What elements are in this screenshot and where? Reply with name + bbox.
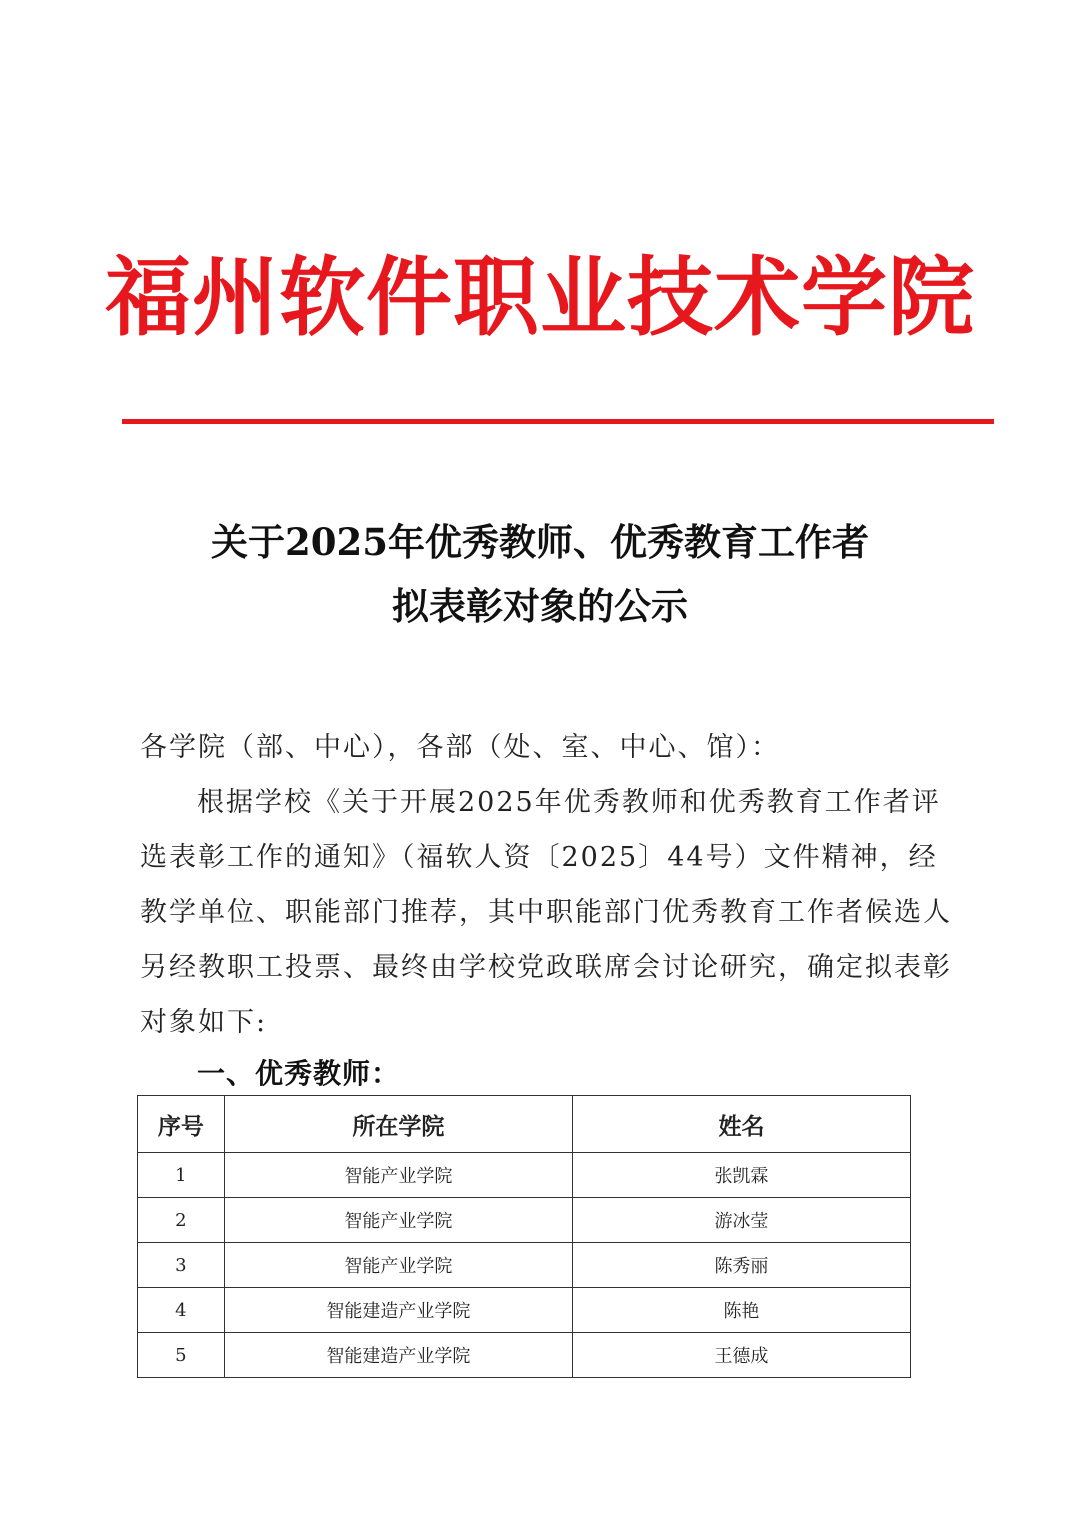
cell-college: 智能产业学院 — [224, 1243, 572, 1288]
table-row — [138, 1243, 911, 1288]
header-divider-line — [122, 419, 994, 424]
column-header-college: 所在学院 — [224, 1096, 572, 1153]
cell-name: 陈艳 — [572, 1288, 910, 1333]
cell-number: 1 — [138, 1153, 225, 1198]
institution-header: 福州软件职业技术学院 — [105, 248, 975, 348]
cell-college: 智能产业学院 — [224, 1198, 572, 1243]
cell-name: 王德成 — [572, 1333, 910, 1378]
cell-name: 张凯霖 — [572, 1153, 910, 1198]
paragraph-line-5: 对象如下: — [140, 1007, 268, 1038]
cell-college: 智能建造产业学院 — [224, 1333, 572, 1378]
excellent-teachers-table — [137, 1095, 911, 1378]
table-row — [138, 1153, 911, 1198]
table-header-row — [138, 1096, 911, 1153]
cell-college: 智能产业学院 — [224, 1153, 572, 1198]
section-heading-excellent-teachers: 一、优秀教师： — [197, 1057, 401, 1090]
paragraph-line-2: 选表彰工作的通知》（福软人资〔2025〕44号）文件精神，经 — [140, 842, 938, 873]
table-row — [138, 1288, 911, 1333]
cell-number: 3 — [138, 1243, 225, 1288]
column-header-number: 序号 — [138, 1096, 225, 1153]
greeting-salutation: 各学院（部、中心），各部（处、室、中心、馆）： — [140, 732, 780, 763]
column-header-name: 姓名 — [572, 1096, 910, 1153]
cell-name: 陈秀丽 — [572, 1243, 910, 1288]
paragraph-line-4: 另经教职工投票、最终由学校党政联席会讨论研究，确定拟表彰 — [140, 952, 952, 983]
cell-number: 2 — [138, 1198, 225, 1243]
cell-college: 智能建造产业学院 — [224, 1288, 572, 1333]
cell-number: 4 — [138, 1288, 225, 1333]
paragraph-line-1: 根据学校《关于开展2025年优秀教师和优秀教育工作者评 — [197, 787, 941, 818]
cell-number: 5 — [138, 1333, 225, 1378]
paragraph-line-3: 教学单位、职能部门推荐，其中职能部门优秀教育工作者候选人 — [140, 897, 952, 928]
document-title-line-1: 关于2025年优秀教师、优秀教育工作者 — [211, 520, 869, 564]
table-row — [138, 1198, 911, 1243]
document-title-line-2: 拟表彰对象的公示 — [392, 584, 688, 628]
table-row — [138, 1333, 911, 1378]
cell-name: 游冰莹 — [572, 1198, 910, 1243]
